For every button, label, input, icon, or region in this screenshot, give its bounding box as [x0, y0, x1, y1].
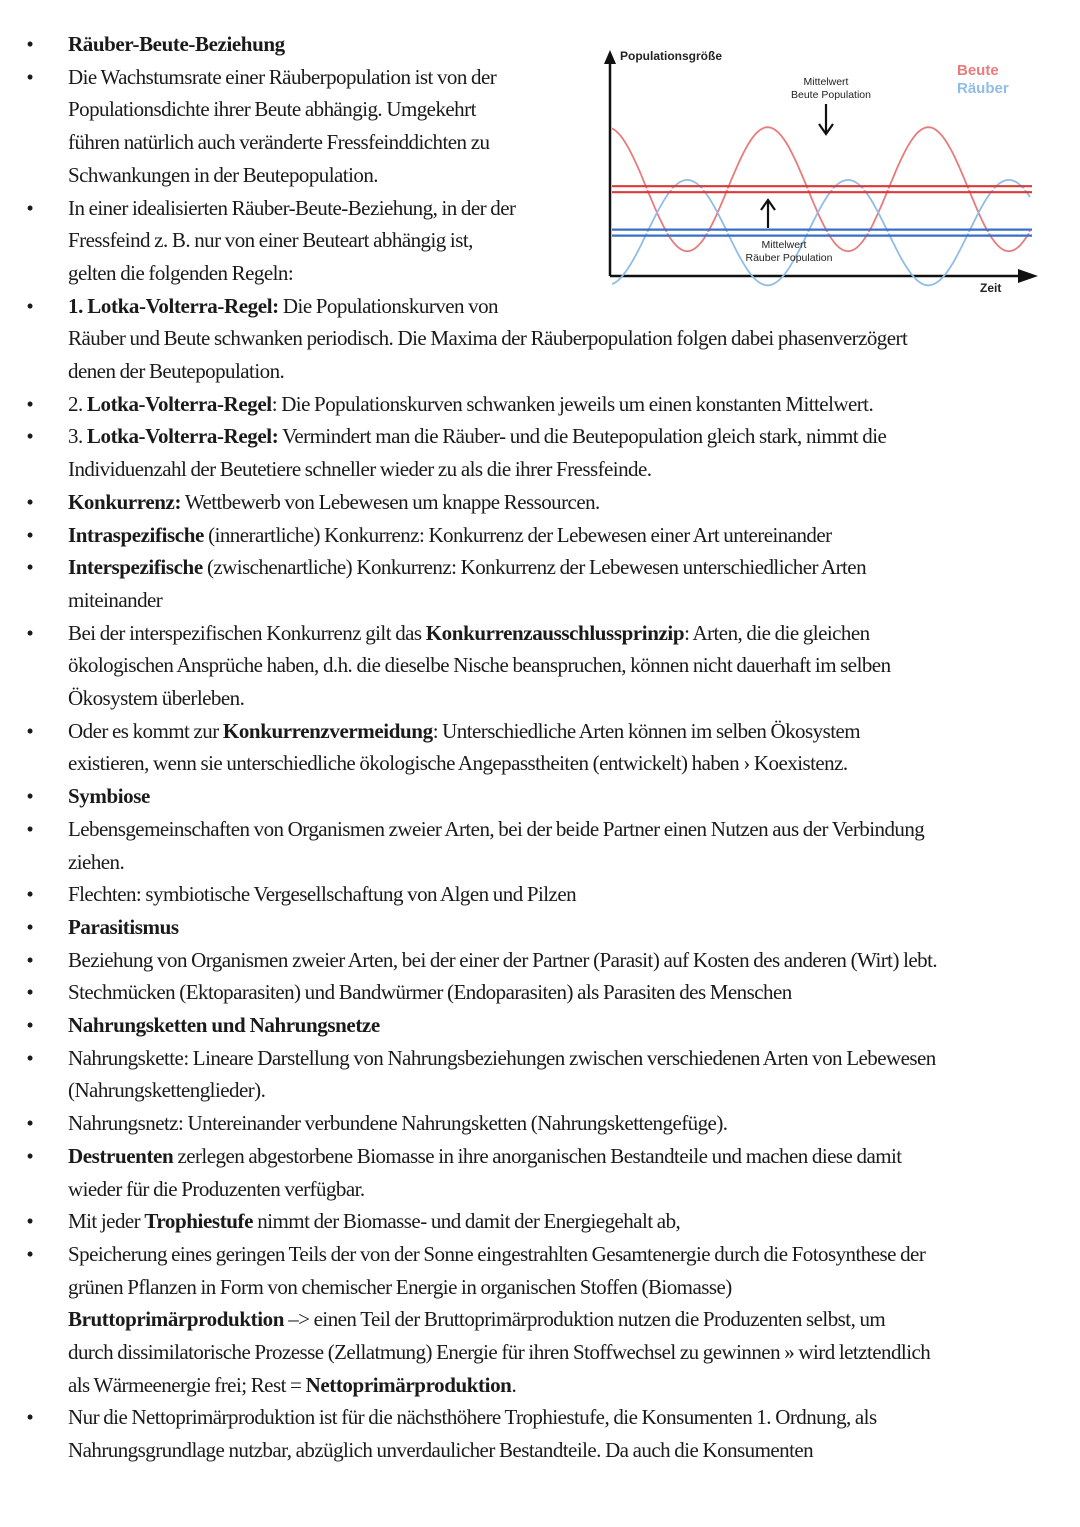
bullet-icon: • [26, 1209, 34, 1234]
text-line [68, 126, 489, 158]
bold-term: Nettoprimärproduktion [305, 1372, 512, 1397]
text-span: Ökosystem überleben. [68, 686, 245, 710]
bullet-icon: • [26, 1111, 34, 1136]
bold-term: 1. Lotka-Volterra-Regel: [68, 293, 279, 318]
text-line [68, 1401, 877, 1433]
text-line [68, 159, 378, 191]
text-line [68, 388, 873, 420]
text-span: miteinander [68, 587, 163, 612]
text-span: Schwankungen in der Beutepopulation. [68, 162, 378, 187]
text-line [68, 1205, 680, 1237]
bold-term: Konkurrenzausschlussprinzip [425, 620, 685, 645]
y-axis-arrow-icon [604, 50, 616, 64]
x-axis-label: Zeit [980, 281, 1002, 295]
text-line [68, 1107, 727, 1139]
bullet-icon: • [26, 947, 34, 972]
text-span: (zwischenartliche) Konkurrenz: Konkurrenz der Lebewesen unterschiedlicher Arten [202, 555, 867, 580]
text-span: nimmt der Biomasse- und damit der Energiegehalt ab, [253, 1209, 681, 1234]
predator-mean-line [612, 230, 1032, 236]
text-span: . [511, 1372, 517, 1397]
text-span: ziehen. [68, 849, 125, 874]
prey-mean-line [612, 186, 1032, 192]
text-span: ökologischen Ansprüche haben, d.h. die dieselbe Nische beanspruchen, können nicht dauerhaft im selben [68, 653, 891, 678]
legend-predator: Räuber [957, 80, 1009, 97]
text-line [68, 1369, 516, 1401]
bullet-icon: • [26, 980, 34, 1005]
bold-term: Trophiestufe [144, 1209, 254, 1234]
text-span: : Arten, die die gleichen [684, 620, 870, 645]
bullet-icon: • [26, 32, 34, 56]
text-line [68, 519, 832, 551]
legend-prey: Beute [957, 62, 999, 79]
text-line [68, 878, 576, 910]
arrow-up-icon [761, 200, 775, 228]
text-span: (innerartliche) Konkurrenz: Konkurrenz der Lebewesen einer Art untereinander [203, 522, 832, 547]
text-span: Die Wachstumsrate einer Räuberpopulation ist von der [68, 64, 497, 89]
bullet-icon: • [26, 293, 34, 318]
text-line [68, 584, 162, 616]
bullet-icon: • [26, 489, 34, 514]
text-span: Stechmücken (Ektoparasiten) und Bandwürmer (Endoparasiten) als Parasiten des Menschen [68, 980, 792, 1005]
text-span: Mit jeder [68, 1209, 145, 1234]
text-span: Vermindert man die Räuber- und die Beutepopulation gleich stark, nimmt die [278, 424, 887, 449]
text-span: 2. [68, 391, 87, 416]
predator-prey-chart [598, 44, 1046, 296]
bullet-icon: • [26, 620, 34, 645]
text-span: Beziehung von Organismen zweier Arten, bei der einer der Partner (Parasit) auf Kosten des anderen (Wirt) lebt. [68, 947, 938, 972]
text-line [68, 551, 866, 583]
text-span: als Wärmeenergie frei; Rest = [68, 1372, 306, 1397]
text-span: (Nahrungskettenglieder). [68, 1078, 266, 1103]
y-axis-label: Populationsgröße [620, 49, 722, 63]
bullet-icon: • [26, 424, 34, 449]
text-line [68, 976, 792, 1008]
bullet-icon: • [26, 816, 34, 841]
text-line [68, 453, 651, 485]
x-axis-arrow-icon [1018, 269, 1038, 283]
bullet-icon: • [26, 64, 34, 89]
text-span: Die Populationskurven von [278, 293, 498, 318]
text-span: Populationsdichte ihrer Beute abhängig. Umgekehrt [68, 97, 476, 122]
annotation-prey-mean-line2: Beute Population [791, 89, 871, 101]
text-line [68, 682, 244, 714]
text-span: denen der Beutepopulation. [68, 359, 285, 383]
text-line [68, 486, 600, 518]
text-line [68, 61, 496, 93]
bold-term: Symbiose [68, 784, 150, 809]
bullet-icon: • [26, 1241, 34, 1266]
bold-term: Parasitismus [68, 914, 179, 939]
text-line [68, 1434, 813, 1466]
text-line [68, 28, 285, 60]
text-line [68, 257, 293, 289]
text-line [68, 747, 848, 779]
text-span: führen natürlich auch veränderte Fressfeinddichten zu [68, 130, 490, 155]
bullet-icon: • [26, 1405, 34, 1430]
annotation-predator-mean-line1: Mittelwert [761, 239, 807, 251]
bold-term: Räuber-Beute-Beziehung [68, 32, 285, 56]
bullet-icon: • [26, 784, 34, 809]
bullet-icon: • [26, 1143, 34, 1168]
text-line [68, 617, 870, 649]
bullet-icon: • [26, 555, 34, 580]
text-span: Fressfeind z. B. nur von einer Beuteart abhängig ist, [68, 228, 473, 253]
text-span: wieder für die Produzenten verfügbar. [68, 1176, 365, 1201]
text-line [68, 93, 476, 125]
text-span: Nahrungsnetz: Untereinander verbundene Nahrungsketten (Nahrungskettengefüge). [68, 1111, 728, 1136]
text-span: Individuenzahl der Beutetiere schneller wieder zu als die ihrer Fressfeinde. [68, 457, 652, 482]
bullet-icon: • [26, 391, 34, 416]
bullet-icon: • [26, 882, 34, 907]
text-line [68, 420, 886, 452]
text-span: 3. [68, 424, 87, 449]
text-span: Wettbewerb von Lebewesen um knappe Ressourcen. [181, 489, 600, 514]
arrow-down-icon [819, 104, 833, 134]
bold-term: Interspezifische [68, 555, 203, 580]
text-line [68, 715, 860, 747]
text-span: Bei der interspezifischen Konkurrenz gilt das [68, 620, 426, 645]
text-line [68, 1173, 365, 1205]
text-span: Räuber und Beute schwanken periodisch. Die Maxima der Räuberpopulation folgen dabei phasenverzögert [68, 326, 908, 351]
bold-term: Nahrungsketten und Nahrungsnetze [68, 1013, 380, 1037]
text-line [68, 192, 515, 224]
text-line [68, 944, 937, 976]
text-span: In einer idealisierten Räuber-Beute-Beziehung, in der der [68, 195, 516, 220]
bold-term: Konkurrenz: [68, 489, 182, 514]
annotation-predator-mean-line2: Räuber Population [745, 252, 833, 264]
text-span: zerlegen abgestorbene Biomasse in ihre anorganischen Bestandteile und machen diese damit [173, 1143, 902, 1168]
text-span: –> einen Teil der Bruttoprimärproduktion nutzen die Produzenten selbst, um [284, 1307, 886, 1332]
text-span: Lebensgemeinschaften von Organismen zweier Arten, bei der beide Partner einen Nutzen aus der Verbindung [68, 816, 925, 841]
text-line [68, 322, 907, 354]
text-line [68, 1336, 930, 1368]
bold-term: Konkurrenzvermeidung [222, 718, 433, 743]
text-span: Speicherung eines geringen Teils der von der Sonne eingestrahlten Gesamtenergie durch die Fotosynthese der [68, 1241, 926, 1266]
text-span: durch dissimilatorische Prozesse (Zellatmung) Energie für ihren Stoffwechsel zu gewinnen » wird letztendlich [68, 1340, 931, 1364]
text-span: Oder es kommt zur [68, 718, 223, 743]
bold-term: Bruttoprimärproduktion [68, 1307, 285, 1332]
text-line [68, 1238, 925, 1270]
bold-term: Destruenten [68, 1143, 174, 1168]
text-span: Nahrungsgrundlage nutzbar, abzüglich unverdaulicher Bestandteile. Da auch die Konsumenten [68, 1438, 814, 1463]
bold-term: Intraspezifische [68, 522, 204, 547]
text-line [68, 780, 150, 812]
bullet-icon: • [26, 718, 34, 743]
text-span: Flechten: symbiotische Vergesellschaftung von Algen und Pilzen [68, 882, 577, 907]
text-span: Nahrungskette: Lineare Darstellung von Nahrungsbeziehungen zwischen verschiedenen Arten von Lebewesen [68, 1045, 936, 1070]
bullet-icon: • [26, 195, 34, 220]
bullet-icon: • [26, 1013, 34, 1037]
text-line [68, 224, 473, 256]
text-line [68, 290, 498, 322]
text-span: : Unterschiedliche Arten können im selben Ökosystem [432, 718, 861, 743]
bullet-icon: • [26, 1045, 34, 1070]
text-line [68, 813, 924, 845]
bullet-icon: • [26, 522, 34, 547]
text-line [68, 846, 124, 878]
text-line [68, 1042, 936, 1074]
text-line [68, 911, 179, 943]
text-line [68, 1303, 885, 1335]
text-span: : Die Populationskurven schwanken jeweils um einen konstanten Mittelwert. [271, 391, 874, 416]
text-span: grünen Pflanzen in Form von chemischer Energie in organischen Stoffen (Biomasse) [68, 1274, 732, 1299]
bold-term: Lotka-Volterra-Regel [86, 391, 272, 416]
text-span: gelten die folgenden Regeln: [68, 260, 294, 285]
text-span: existieren, wenn sie unterschiedliche ökologische Angepasstheiten (entwickelt) haben › Koexistenz. [68, 751, 848, 776]
bullet-icon: • [26, 914, 34, 939]
text-line [68, 1009, 380, 1041]
text-line [68, 1140, 902, 1172]
bold-term: Lotka-Volterra-Regel: [86, 424, 279, 449]
text-line [68, 1074, 265, 1106]
annotation-prey-mean-line1: Mittelwert [803, 76, 849, 88]
text-line [68, 355, 284, 387]
text-span: Nur die Nettoprimärproduktion ist für die nächsthöhere Trophiestufe, die Konsumenten 1. Ordnung, als [68, 1405, 877, 1430]
text-line [68, 649, 891, 681]
chart-svg [598, 44, 1046, 296]
text-line [68, 1271, 732, 1303]
